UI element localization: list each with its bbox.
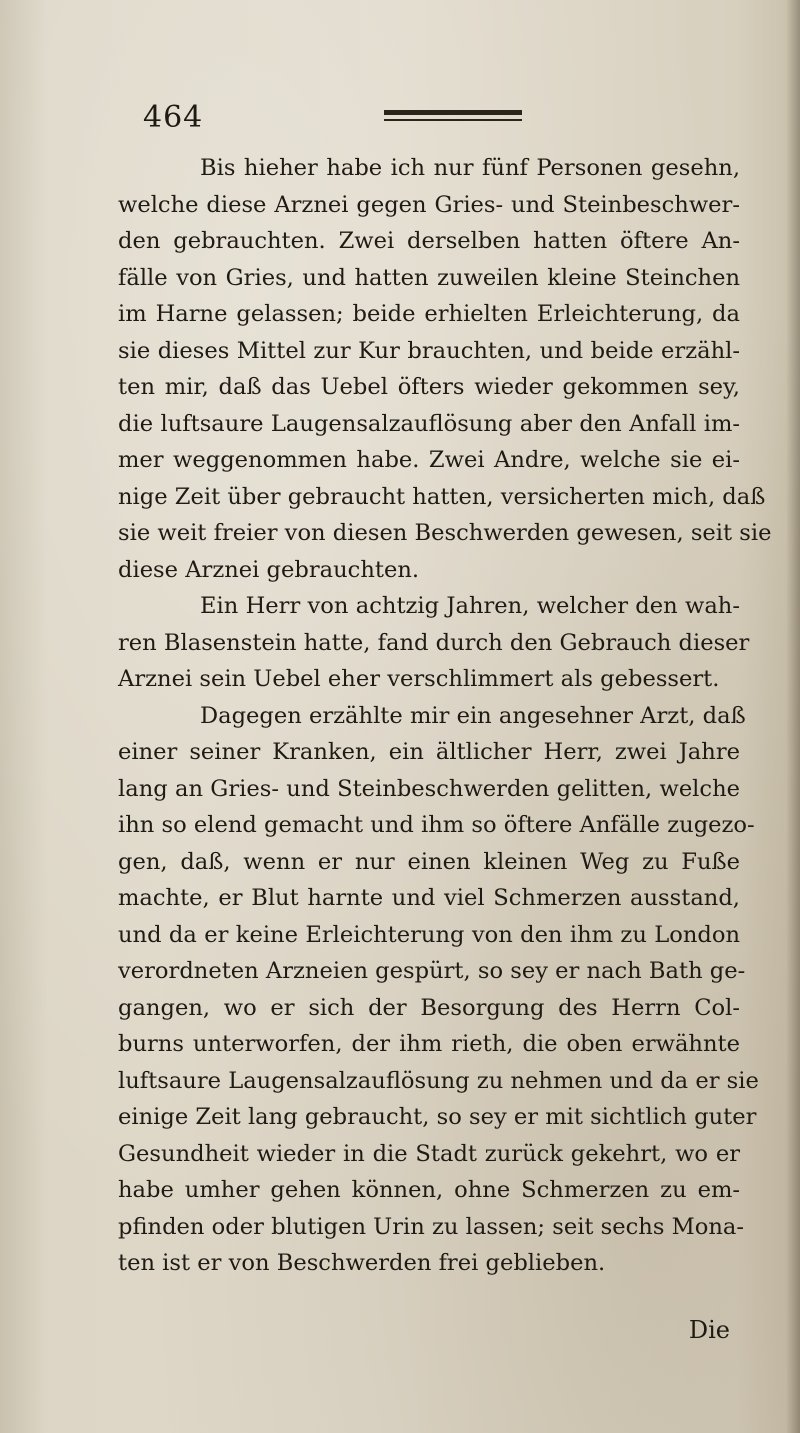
text-line: Arznei sein Uebel eher verschlimmert als gebessert. bbox=[118, 666, 720, 692]
paragraph-1 bbox=[118, 150, 772, 588]
text-line: welche diese Arznei gegen Gries- und Steinbeschwer- bbox=[118, 191, 740, 218]
text-line: gen, daß, wenn er nur einen kleinen Weg zu Fuße bbox=[118, 848, 740, 875]
text-line: luftsaure Laugensalzauflösung zu nehmen und da er sie bbox=[118, 1067, 759, 1094]
text-line: sie dieses Mittel zur Kur brauchten, und beide erzähl- bbox=[118, 337, 740, 364]
body-text bbox=[118, 150, 772, 1282]
text-line: einige Zeit lang gebraucht, so sey er mit sichtlich guter bbox=[118, 1104, 757, 1130]
text-line: Bis hieher habe ich nur fünf Personen gesehn, bbox=[200, 155, 740, 181]
text-line: nige Zeit über gebraucht hatten, versicherten mich, daß bbox=[118, 483, 766, 510]
text-line: machte, er Blut harnte und viel Schmerzen ausstand, bbox=[118, 885, 740, 911]
text-line: und da er keine Erleichterung von den ihm zu London bbox=[118, 921, 740, 948]
text-line: verordneten Arzneien gespürt, so sey er nach Bath ge- bbox=[118, 958, 746, 984]
paragraph-2 bbox=[118, 588, 750, 698]
page-edge-shadow bbox=[786, 0, 800, 1433]
page-number: 464 bbox=[143, 100, 204, 135]
text-line: pfinden oder blutigen Urin zu lassen; seit sechs Mona- bbox=[118, 1213, 745, 1240]
header-rule bbox=[384, 110, 522, 124]
text-line: fälle von Gries, und hatten zuweilen kleine Steinchen bbox=[118, 264, 740, 291]
text-line: ihn so elend gemacht und ihm so öftere Anfälle zugezo- bbox=[118, 812, 755, 838]
text-line: ten mir, daß das Uebel öfters wieder gekommen sey, bbox=[118, 374, 740, 400]
text-line: den gebrauchten. Zwei derselben hatten öftere An- bbox=[118, 228, 740, 254]
text-line: gangen, wo er sich der Besorgung des Herrn Col- bbox=[118, 994, 740, 1021]
text-line: Dagegen erzählte mir ein angesehner Arzt, daß bbox=[200, 702, 746, 729]
text-line: ren Blasenstein hatte, fand durch den Gebrauch dieser bbox=[118, 629, 750, 656]
text-line: Gesundheit wieder in die Stadt zurück gekehrt, wo er bbox=[118, 1140, 740, 1167]
text-line: diese Arznei gebrauchten. bbox=[118, 556, 420, 583]
text-line: die luftsaure Laugensalzauflösung aber den Anfall im- bbox=[118, 410, 740, 437]
catchword: Die bbox=[688, 1316, 730, 1344]
text-line: ten ist er von Beschwerden frei geblieben. bbox=[118, 1250, 606, 1276]
text-line: burns unterworfen, der ihm rieth, die oben erwähnte bbox=[118, 1031, 740, 1057]
text-line: habe umher gehen können, ohne Schmerzen zu em- bbox=[118, 1177, 740, 1203]
text-line: Ein Herr von achtzig Jahren, welcher den wah- bbox=[200, 593, 740, 619]
text-line: im Harne gelassen; beide erhielten Erleichterung, da bbox=[118, 301, 740, 327]
text-line: mer weggenommen habe. Zwei Andre, welche sie ei- bbox=[118, 447, 740, 473]
text-line: sie weit freier von diesen Beschwerden gewesen, seit sie bbox=[118, 520, 772, 546]
header-rule-thin bbox=[384, 119, 522, 121]
paragraph-3 bbox=[118, 698, 759, 1282]
text-line: einer seiner Kranken, ein ältlicher Herr, zwei Jahre bbox=[118, 739, 740, 765]
header-rule-thick bbox=[384, 110, 522, 115]
text-line: lang an Gries- und Steinbeschwerden gelitten, welche bbox=[118, 775, 740, 802]
